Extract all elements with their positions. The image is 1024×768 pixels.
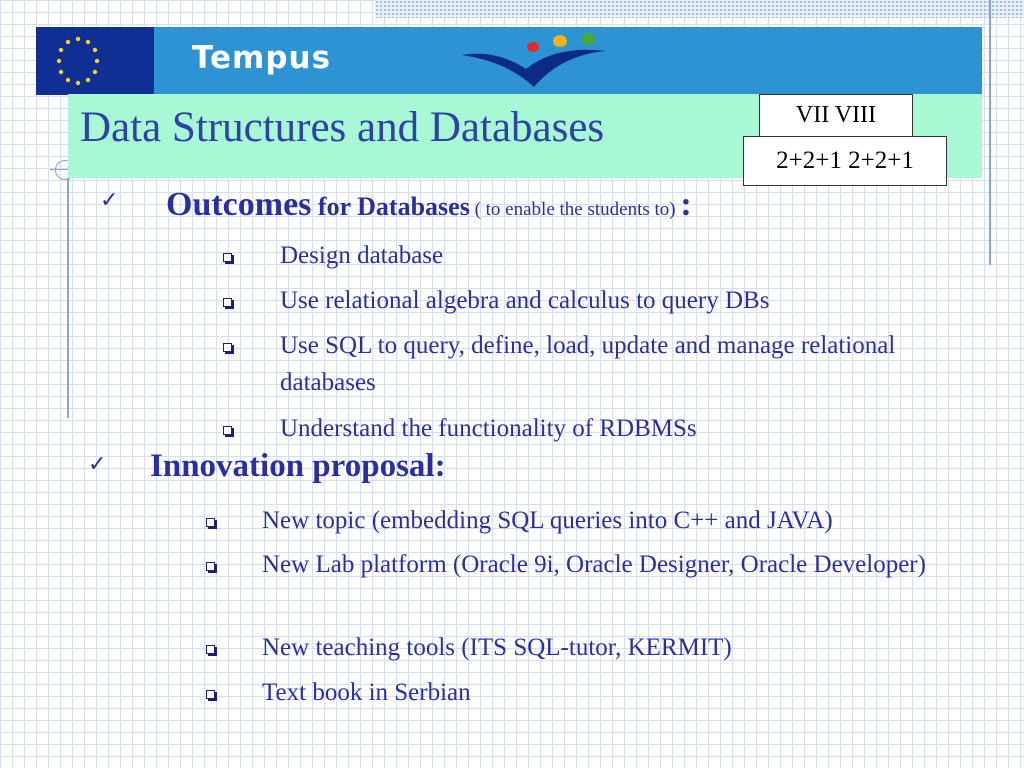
square-bullet-icon bbox=[206, 518, 215, 527]
innovation-heading: Innovation proposal: bbox=[150, 448, 446, 484]
square-bullet-icon bbox=[206, 562, 215, 571]
decorative-line-right bbox=[989, 0, 991, 265]
tempus-logo-text: Tempus bbox=[192, 40, 332, 76]
tempus-bird-logo-icon bbox=[456, 27, 636, 95]
square-bullet-icon bbox=[223, 253, 232, 262]
outcome-item-2: Use relational algebra and calculus to query DBs bbox=[280, 287, 770, 314]
square-bullet-icon bbox=[206, 645, 215, 654]
outcomes-heading-colon: : bbox=[680, 186, 692, 223]
square-bullet-icon bbox=[223, 343, 232, 352]
outcome-item-1: Design database bbox=[280, 242, 444, 269]
tempus-banner bbox=[36, 27, 982, 95]
outcomes-heading bbox=[166, 186, 692, 224]
checkmark-icon: ✓ bbox=[100, 188, 119, 213]
outcome-item-3: Use SQL to query, define, load, update and manage relational databases bbox=[280, 332, 896, 396]
eu-flag-icon bbox=[36, 27, 154, 95]
outcome-item-4: Understand the functionality of RDBMSs bbox=[280, 415, 697, 442]
semesters-box: VII VIII bbox=[759, 94, 913, 138]
decorative-dot-band bbox=[375, 0, 1024, 18]
outcomes-heading-for: for Databases bbox=[311, 192, 470, 221]
decorative-line-left bbox=[67, 178, 69, 418]
square-bullet-icon bbox=[206, 690, 215, 699]
outcomes-heading-note: ( to enable the students to) bbox=[469, 199, 681, 220]
innovation-item-1: New topic (embedding SQL queries into C++ and JAVA) bbox=[262, 507, 833, 534]
hours-box: 2+2+1 2+2+1 bbox=[743, 136, 947, 186]
checkmark-icon: ✓ bbox=[88, 452, 107, 477]
innovation-item-3: New teaching tools (ITS SQL-tutor, KERMIT) bbox=[262, 634, 732, 661]
square-bullet-icon bbox=[223, 426, 232, 435]
square-bullet-icon bbox=[223, 298, 232, 307]
innovation-item-2: New Lab platform (Oracle 9i, Oracle Designer, Oracle Developer) bbox=[262, 551, 926, 578]
page-title: Data Structures and Databases bbox=[80, 104, 605, 151]
outcomes-heading-main: Outcomes bbox=[166, 186, 312, 223]
innovation-item-4: Text book in Serbian bbox=[262, 679, 471, 706]
